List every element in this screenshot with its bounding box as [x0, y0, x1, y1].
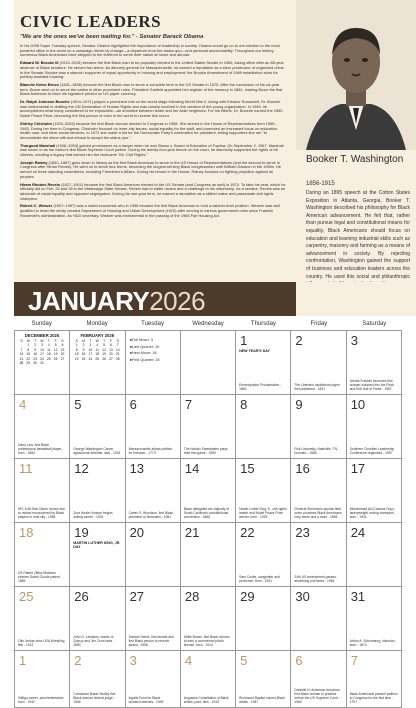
calendar-day-cell	[126, 523, 181, 587]
day-number: 19	[74, 525, 89, 540]
mini-calendar-day: 20	[109, 352, 113, 357]
mini-calendar-dow: S	[116, 339, 119, 343]
mini-calendar-day: 26	[102, 356, 106, 361]
day-number: 16	[295, 461, 310, 476]
day-event: NFL's All-Star Game moves due to racism encountered by Black players in host city - 1965	[18, 507, 65, 519]
moon-phase: ● Last Quarter: 10	[130, 344, 160, 351]
mini-calendar-table	[18, 339, 66, 365]
featured-years: 1856-1915	[306, 181, 335, 187]
day-number: 3	[350, 333, 358, 348]
day-number: 10	[350, 397, 366, 412]
panel-quote: "We are the ones we've been waiting for." - Senator Barack Obama	[20, 34, 204, 40]
mini-calendar-day: 9	[82, 347, 85, 352]
day-event: General Sherman's special field order promises Black Americans forty acres and a mule - 1865	[294, 507, 342, 519]
day-number: 9	[295, 397, 303, 412]
leader-entry	[20, 144, 286, 158]
day-number: 17	[350, 461, 366, 476]
day-event: The Liberator abolitionist paper first published - 1831	[294, 383, 340, 391]
day-number: 13	[129, 461, 145, 476]
weekday-label: Monday	[86, 321, 108, 327]
mini-calendar-day: 7	[20, 347, 23, 352]
day-number: 3	[129, 653, 137, 668]
weekday-label: Saturday	[362, 321, 387, 327]
mini-calendar-dow: T	[34, 339, 37, 343]
mini-calendar-dow: M	[26, 339, 30, 343]
leader-name: Blanche Kelso Bruce	[20, 81, 59, 87]
leader-entry	[20, 161, 286, 180]
day-event: Zora Neale Hurston begins writing career - 1925	[73, 511, 113, 519]
day-number: 5	[74, 397, 82, 412]
mini-calendar-title: FEBRUARY 2026	[80, 333, 115, 338]
mini-calendar-day: 29	[26, 361, 31, 366]
mini-calendar-title: DECEMBER 2025	[24, 333, 60, 338]
calendar-day-cell	[347, 587, 402, 651]
leader-name: Joseph Rainey	[20, 159, 48, 165]
mini-calendar-dow: W	[40, 339, 44, 343]
leader-name: Dr. Ralph Johnson Bunche	[20, 99, 70, 105]
mini-calendar-dow: T	[103, 339, 106, 343]
leader-entries	[14, 61, 286, 218]
calendar-day-cell	[347, 459, 402, 523]
day-event: Arthur A. Schomburg, historian, born - 1874	[349, 639, 396, 647]
leader-name: Hiram Rhodes Revels	[20, 181, 61, 187]
mini-calendar-day: 22	[74, 356, 79, 361]
moon-phase: ● First Quarter: 25	[130, 357, 160, 364]
leader-name: Shirley Chisholm	[20, 120, 52, 126]
day-number: 11	[19, 461, 33, 476]
day-number: 21	[184, 525, 200, 540]
leader-text: (1908–1993) gained prominence as a lawyer when he won Brown v. Board of Education of Topeka. On September 2, 1967, Marshall was sworn in as the nation's first Black Supreme Court justice. During his twenty-four-year tenure on the court, he staunchly supported the rights of all citizens, creating a legacy that earned him the nickname "Mr. Civil Rights."	[20, 142, 284, 158]
mini-calendar-day: 13	[60, 347, 65, 352]
mini-calendar-day	[59, 361, 66, 365]
mini-calendar-day: 15	[74, 352, 79, 357]
mini-calendar-dow: M	[82, 339, 85, 343]
mini-calendar-day: 25	[95, 356, 100, 361]
calendar-day-cell	[181, 459, 236, 523]
calendar-day-cell	[70, 459, 125, 523]
day-number: 27	[129, 589, 145, 604]
mini-calendar-day: 14	[115, 347, 120, 352]
day-event: Constance Baker Motley first Black woman federal judge - 1966	[73, 692, 116, 704]
leader-entry	[20, 204, 286, 218]
leader-entry	[20, 83, 286, 97]
mini-calendar-day: 6	[61, 343, 64, 348]
featured-bio: During an 1895 speech at the Cotton States Exposition in Atlanta, Georgia, Booker T. Washington described his philosophy for Black American advancement. He felt that, rather than pursue legal and constitutional means for equality, Black Americans should focus on education and learning industrial skills such as carpentry, masonry and farming as a means of advancement in society. By rejecting confrontation, Washington gained the support of business and education leaders across the country. He used this social and philanthropic	[306, 190, 410, 280]
day-event: Danielle N. Anderson becomes first Black woman to practice before the US Supreme Court - 1960	[294, 688, 341, 704]
panel-intro: In his 2008 Super Tuesday speech, Senator Obama highlighted the importance of leadership in society. Obama would go on to win election to the most powerful office in the world on a campaign driven by change—a departure from the status quo—and personal accountability. Throughout our history, numerous Black Americans have stepped to the forefront to serve their nation at home and abroad.	[20, 43, 280, 58]
month-year: 2026	[149, 286, 206, 316]
day-event: Augustus Constitution of Black artists, poet, dies - 1915	[183, 696, 229, 704]
leader-text: (1841–1898) became the first Black man to serve a complete term in the US Senate in 1875. After the conclusion of his six-year term, Bruce went on to serve the nation in other prominent roles. President Garfield appointed him register of the treasury in 1881, making Bruce the first Black American to have his signature printed on US paper currency.	[20, 81, 283, 97]
calendar-day-cell	[236, 587, 291, 651]
leader-entry	[20, 122, 286, 141]
day-event: George Washington Carver, agricultural scientist, dies - 1943	[73, 447, 121, 455]
mini-calendar-dow: W	[95, 339, 99, 343]
day-number: 30	[295, 589, 310, 604]
calendar-day-cell	[291, 395, 346, 459]
mini-calendar-table	[73, 339, 121, 361]
day-number: 14	[184, 461, 200, 476]
holiday-label: NEW YEAR'S DAY	[239, 349, 270, 353]
calendar-day-cell	[291, 459, 346, 523]
calendar-day-cell	[236, 651, 291, 708]
mini-calendar-day: 2	[82, 343, 85, 348]
day-number: 20	[129, 525, 145, 540]
calendar-grid	[14, 318, 402, 708]
day-number: 1	[19, 653, 27, 668]
weekday-label: Tuesday	[141, 321, 164, 327]
weekday-header	[14, 318, 402, 330]
mini-calendar-day: 28	[19, 361, 24, 366]
day-event: US Patent Office Midtown pioneer Sarah Goode patent - 1885	[18, 571, 62, 583]
day-event: Samuel Harris, first female and first Black person to receive award - 1958	[128, 635, 174, 647]
calendar-day-cell	[236, 395, 291, 459]
day-number: 29	[240, 589, 255, 604]
mini-calendar-row	[73, 357, 121, 361]
day-grid	[14, 330, 402, 708]
calendar-cell-next-month-mini	[70, 331, 125, 395]
day-event: Richmond Baptist honors Black artists - 1947	[239, 696, 285, 704]
mini-calendar-day: 28	[115, 356, 120, 361]
calendar-day-cell	[15, 395, 70, 459]
day-event: Sam Cooke, songwriter and performer, born - 1931	[239, 575, 280, 583]
day-event: Emancipation Proclamation - 1863	[239, 383, 282, 391]
mini-calendar-dow: S	[75, 339, 78, 343]
mini-calendar-day: 10	[88, 347, 93, 352]
day-number: 5	[240, 653, 248, 668]
civic-leaders-panel	[14, 0, 296, 282]
mini-calendar-day: 30	[33, 361, 37, 366]
leader-text: (1832–1887) goes down in history as the first Black American to serve in the US House of Representatives (and the second to serve in Congress after Hiram Revels). He went on to serve four terms, becoming the longest-serving Black congressman until William Dawson in the 1950s. He served on three standing committees, including Freedmen's Affairs. During his tenure in the House, Rainey focused on fighting prejudice against all peoples.	[20, 159, 281, 179]
mini-calendar-day: 6	[110, 343, 112, 348]
calendar-day-cell	[181, 395, 236, 459]
weekday-label: Sunday	[31, 321, 52, 327]
mini-calendar	[18, 333, 66, 365]
mini-calendar-day: 10	[40, 347, 44, 352]
day-number: 6	[129, 397, 137, 412]
day-number: 2	[74, 653, 82, 668]
leader-text: (1907–1997) was a noted economist who in 1966 became the first Black American to hold a cabinet-level position. Weaver was well qualified to head the newly created Department of Housing and Urban Development (HUD) after serving in various government roles since Franklin Roosevelt's administration. As HUD secretary, Weaver was instrumental in the passing of the 1968 Fair Housing Act.	[20, 203, 280, 218]
day-event: Vitiligo career, actor/entertainer, born - 1942	[18, 696, 65, 704]
mini-calendar-day: 19	[102, 352, 106, 357]
mini-calendar-day: 19	[53, 352, 58, 357]
portrait-image	[296, 0, 416, 150]
calendar-day-cell	[291, 523, 346, 587]
calendar-day-cell	[70, 651, 125, 708]
mini-calendar-day: 18	[46, 352, 51, 357]
calendar-day-cell	[347, 395, 402, 459]
mini-calendar-day: 1	[75, 343, 78, 348]
mini-calendar-dow: T	[89, 339, 92, 343]
day-event: John G. Lewiston, leader of Quincy and Jim Crow laws - 1883	[73, 635, 115, 647]
day-event: Ingalls Fund for Black women/chemists - 1949	[128, 696, 164, 704]
day-number: 24	[350, 525, 366, 540]
leader-text: (1919–2015) became the first Black man to be popularly elected to the United States Senate in 1966, taking office after an 85-year absence of Black senators. He served two terms. As attorney general for Massachusetts, he earned a reputation as a stern prosecutor of organized crime. In the Senate, Brooke was a staunch supporter of equal opportunity in housing and employment; the Brooke Amendment of 1969 established rules for publicly assisted housing.	[20, 60, 285, 80]
leader-entry	[20, 183, 286, 202]
calendar-day-cell	[126, 395, 181, 459]
mini-calendar-day: 8	[27, 347, 30, 352]
mini-calendar-row	[18, 361, 66, 365]
mini-calendar-day: 14	[19, 352, 24, 357]
calendar-day-cell	[70, 523, 125, 587]
day-event: Otis Jordan wins USA Wrestling title - 1912	[18, 639, 65, 647]
day-event: The historic Sweetwater plays their first game - 1950	[183, 447, 228, 455]
mini-calendar-day: 5	[54, 343, 57, 348]
mini-calendar-day: 17	[88, 352, 93, 357]
calendar-day-cell	[291, 587, 346, 651]
calendar-day-cell	[15, 523, 70, 587]
day-event: Willie Brown, first Black woman to earn a commercial pilot's license, born - 1910	[183, 635, 230, 647]
featured-name: Booker T. Washington	[306, 154, 404, 165]
day-number: 12	[74, 461, 89, 476]
mini-calendar-day: 24	[40, 356, 44, 361]
mini-calendar-dow: F	[109, 339, 112, 343]
day-number: 7	[350, 653, 358, 668]
mini-calendar-day: 1	[27, 343, 30, 348]
mini-calendar-day: 27	[60, 356, 65, 361]
moon-phase: ● Full Moon: 3	[130, 337, 160, 344]
calendar-day-cell	[70, 587, 125, 651]
top-section	[0, 0, 416, 282]
mini-calendar-day: 24	[88, 356, 93, 361]
mini-calendar-dow: T	[47, 339, 50, 343]
mini-calendar-day: 9	[34, 347, 37, 352]
mini-calendar-day: 15	[26, 352, 31, 357]
leader-name: Edward W. Brooke III	[20, 60, 59, 66]
title-bar-spacer	[296, 282, 416, 316]
panel-title: CIVIC LEADERS	[20, 12, 162, 31]
mini-calendar-day: 20	[60, 352, 65, 357]
mini-calendar-dow: S	[20, 339, 23, 343]
mini-calendar-dow: S	[61, 339, 64, 343]
leader-text: (1827–1901) became the first Black American elected to the US Senate (and Congress as well) in 1870. To take his seat, which he officially did on Feb. 25 and 26 in the Mississippi State Senate, Revels had to battle racism and a challenge to his citizenship. As a senator, Revels was an advocate of racial equality and opposed segregation. During his one-year term, he earned a reputation as a skilled orator and passionate civil rights champion.	[20, 181, 286, 201]
mini-calendar-day: 22	[26, 356, 31, 361]
mini-calendar-day: 3	[41, 343, 43, 348]
day-event: Massachusetts allows petition for freedom - 1773	[128, 447, 173, 455]
day-number: 31	[350, 589, 366, 604]
calendar-day-cell	[126, 587, 181, 651]
weekday-label: Friday	[310, 321, 328, 327]
day-number: 4	[19, 397, 27, 412]
mini-calendar-day: 8	[75, 347, 78, 352]
weekday-label: Thursday	[250, 321, 276, 327]
calendar-day-cell	[236, 523, 291, 587]
mini-calendar-day: 23	[81, 356, 86, 361]
day-event: Carter G. Woodson, first Black president of historians - 1951	[128, 511, 174, 519]
mini-calendar-day: 11	[95, 347, 99, 352]
day-event: Black Americans present petition to Congress for the first time - 1797	[349, 692, 398, 704]
leader-text: (1904–1971) played a prominent role on the world stage following World War II. Along with Eleanor Roosevelt, Dr. Bunche was instrumental in drafting the UN Declaration of Human Rights and was closely involved in the creation of the young organization. In 1949, he accomplished what many considered to be impossible—an armistice between Israel and her Arab neighbors. For his efforts, Dr. Bunche earned the 1950 Nobel Peace Prize, becoming the first person of color in the world to receive this honor.	[20, 99, 283, 119]
mini-calendar-day: 23	[33, 356, 37, 361]
calendar-cell-prev-month	[15, 331, 70, 395]
mini-calendar-day: 7	[116, 343, 119, 348]
mini-calendar-day: 26	[53, 356, 58, 361]
day-number: 6	[295, 653, 303, 668]
day-number: 28	[184, 589, 200, 604]
moon-phases	[130, 337, 160, 363]
calendar-day-cell	[236, 331, 291, 395]
calendar-cell-moon-phases	[126, 331, 181, 395]
day-number: 2	[295, 333, 303, 348]
mini-calendar-day: 4	[96, 343, 99, 348]
day-event: Southern Christian Leadership Conference organized - 1957	[349, 447, 395, 455]
calendar-day-cell	[291, 651, 346, 708]
mini-calendar-day: 13	[109, 347, 113, 352]
calendar-day-cell	[347, 523, 402, 587]
day-event: Harry Lew, first Black professional basketball player, born - 1884	[18, 443, 63, 455]
mini-calendar-day: 21	[115, 352, 120, 357]
calendar-day-cell	[15, 459, 70, 523]
mini-calendar-day: 17	[40, 352, 44, 357]
calendar-day-cell	[347, 651, 402, 708]
day-number: 4	[184, 653, 193, 668]
day-number: 23	[295, 525, 310, 540]
mini-calendar-day: 12	[53, 347, 58, 352]
month-name: JANUARY	[28, 286, 150, 316]
day-number: 22	[240, 525, 255, 540]
calendar-day-cell	[347, 331, 402, 395]
calendar-day-cell	[15, 651, 70, 708]
calendar-day-cell	[126, 459, 181, 523]
moon-phase: ● New Moon: 18	[130, 350, 160, 357]
calendar-cell-empty	[181, 331, 236, 395]
calendar-day-cell	[181, 587, 236, 651]
leader-entry	[20, 100, 286, 119]
mini-calendar-dow: F	[54, 339, 57, 343]
mini-calendar-day: 5	[103, 343, 105, 348]
holiday-label: MARTIN LUTHER KING, JR. DAY	[73, 541, 121, 549]
mini-calendar-day: 25	[46, 356, 51, 361]
day-event: Muhammad Ali (Cassius Clay), heavyweight boxing champion, born - 1942	[349, 507, 395, 519]
calendar-day-cell	[15, 587, 70, 651]
mini-calendar-day	[52, 361, 59, 365]
mini-calendar-day: 2	[34, 343, 37, 348]
mini-calendar-day: 11	[47, 347, 51, 352]
mini-calendar-day: 21	[19, 356, 24, 361]
calendar-day-cell	[236, 459, 291, 523]
calendar-day-cell	[70, 395, 125, 459]
mini-calendar-day: 18	[95, 352, 100, 357]
calendar-day-cell	[126, 651, 181, 708]
day-number: 1	[240, 333, 248, 348]
leader-name: Robert C. Weaver	[20, 203, 53, 209]
month-title-bar	[14, 282, 296, 316]
mini-calendar	[73, 333, 121, 361]
day-event: Aretha Franklin becomes first woman inducted into the Rock and Roll Hall of Fame - 1987	[349, 379, 394, 391]
leader-text: (1924–2005) became the first Black woman elected to Congress in 1968. She served in the House of Representatives from 1969–1983. During her time in Congress, Chisholm focused on inner-city issues, social equality for the staff, and promoted an increased focus on education, health care, and other social services. In 1972 she made a bid for the Democratic Party's nomination for president, telling supporters she ran "to demonstrate the sheer will and refusal to accept the status quo."	[20, 120, 279, 140]
weekday-label: Wednesday	[192, 321, 224, 327]
day-number: 26	[74, 589, 89, 604]
day-event: Black delegates are majority of South Carolina's constitutional convention - 1868	[183, 507, 229, 519]
mini-calendar-day: 16	[33, 352, 37, 357]
mini-calendar-day: 16	[81, 352, 86, 357]
mini-calendar-day: 12	[102, 347, 106, 352]
leader-entry	[20, 61, 286, 80]
mini-calendar-day: 3	[89, 343, 92, 348]
leader-name: Thurgood Marshall	[20, 142, 56, 148]
day-event: Martin Luther King Jr., civil rights leader and Nobel Peace Prize winner, born - 1929	[239, 507, 287, 519]
mini-calendar-day: 27	[109, 356, 113, 361]
day-number: 8	[240, 397, 248, 412]
mini-calendar-day: 4	[47, 343, 50, 348]
featured-panel	[296, 0, 416, 282]
mini-calendar-day	[45, 361, 52, 365]
calendar-day-cell	[291, 331, 346, 395]
day-number: 18	[19, 525, 34, 540]
calendar-day-cell	[181, 651, 236, 708]
day-number: 7	[184, 397, 193, 412]
calendar-day-cell	[181, 523, 236, 587]
month-title	[28, 286, 205, 317]
day-event: 24th US amendment passes, abolishing poll taxes - 1964	[294, 575, 337, 583]
day-number: 15	[240, 461, 255, 476]
mini-calendar-day: 31	[40, 361, 44, 366]
day-number: 25	[19, 589, 34, 604]
day-event: Fisk University, Nashville, TN, founded - 1866	[294, 447, 338, 455]
